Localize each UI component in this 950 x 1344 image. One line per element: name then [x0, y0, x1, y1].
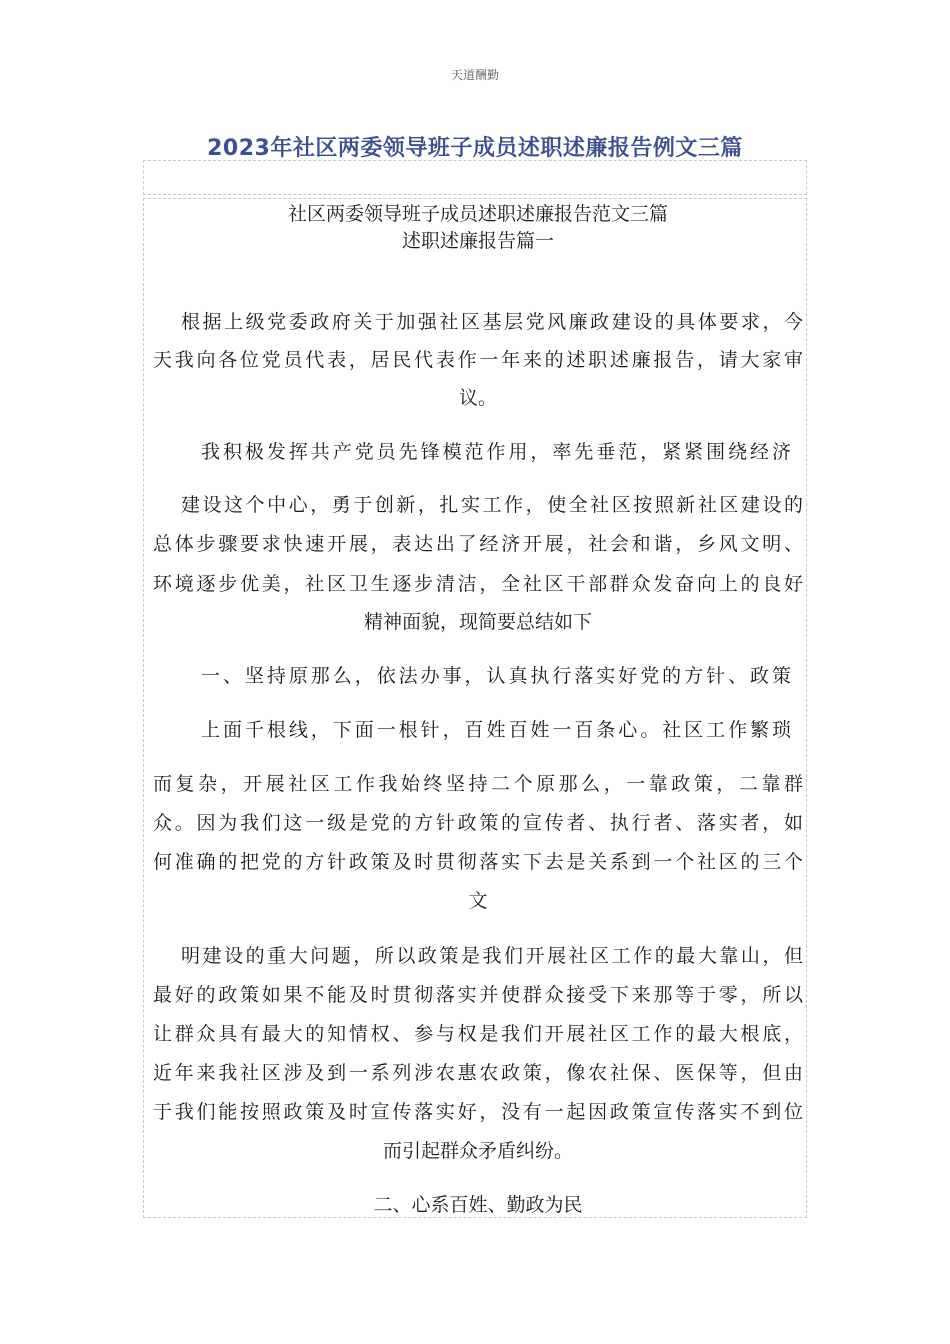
subtitle: 社区两委领导班子成员述职述廉报告范文三篇	[287, 203, 668, 225]
paragraph-line: 最好的政策如果不能及时贯彻落实并使群众接受下来那等于零，所以	[153, 984, 803, 1006]
document-title: 2023年社区两委领导班子成员述职述廉报告例文三篇	[207, 136, 743, 161]
paragraph-line: 总体步骤要求快速开展，表达出了经济开展，社会和谐，乡风文明、	[153, 533, 803, 555]
paragraph-line: 建设这个中心，勇于创新，扎实工作，使全社区按照新社区建设的	[181, 494, 803, 516]
title-frame	[143, 160, 807, 195]
paragraph-line: 议。	[458, 387, 497, 409]
paragraph-line: 众。因为我们这一级是党的方针政策的宣传者、执行者、落实者，如	[153, 812, 803, 834]
section-heading-1: 一、坚持原那么，依法办事，认真执行落实好党的方针、政策	[201, 665, 791, 687]
header-note: 天道酬勤	[450, 68, 499, 82]
section-heading: 述职述廉报告篇一	[401, 230, 554, 252]
paragraph-line: 精神面貌，现简要总结如下	[363, 611, 592, 633]
paragraph-line: 而复杂，开展社区工作我始终坚持二个原那么，一靠政策，二靠群	[153, 773, 803, 795]
paragraph-line: 上面千根线，下面一根针，百姓百姓一百条心。社区工作繁琐	[201, 719, 791, 741]
paragraph-line: 明建设的重大问题，所以政策是我们开展社区工作的最大靠山，但	[181, 945, 803, 967]
paragraph-line: 我积极发挥共产党员先锋模范作用，率先垂范，紧紧围绕经济	[201, 441, 791, 463]
section-heading-2: 二、心系百姓、勤政为民	[373, 1194, 583, 1216]
paragraph-line: 何准确的把党的方针政策及时贯彻落实下去是关系到一个社区的三个	[153, 851, 803, 873]
paragraph-line: 根据上级党委政府关于加强社区基层党风廉政建设的具体要求，今	[181, 311, 803, 333]
paragraph-line: 环境逐步优美，社区卫生逐步清洁，全社区干部群众发奋向上的良好	[153, 573, 803, 595]
paragraph-line: 文	[468, 890, 488, 912]
paragraph-line: 近年来我社区涉及到一系列涉农惠农政策，像农社保、医保等，但由	[153, 1062, 803, 1084]
paragraph-line: 让群众具有最大的知情权、参与权是我们开展社区工作的最大根底，	[153, 1023, 803, 1045]
paragraph-line: 天我向各位党员代表，居民代表作一年来的述职述廉报告，请大家审	[153, 349, 803, 371]
paragraph-line: 于我们能按照政策及时宣传落实好，没有一起因政策宣传落实不到位	[153, 1101, 803, 1123]
paragraph-line: 而引起群众矛盾纠纷。	[382, 1140, 573, 1162]
